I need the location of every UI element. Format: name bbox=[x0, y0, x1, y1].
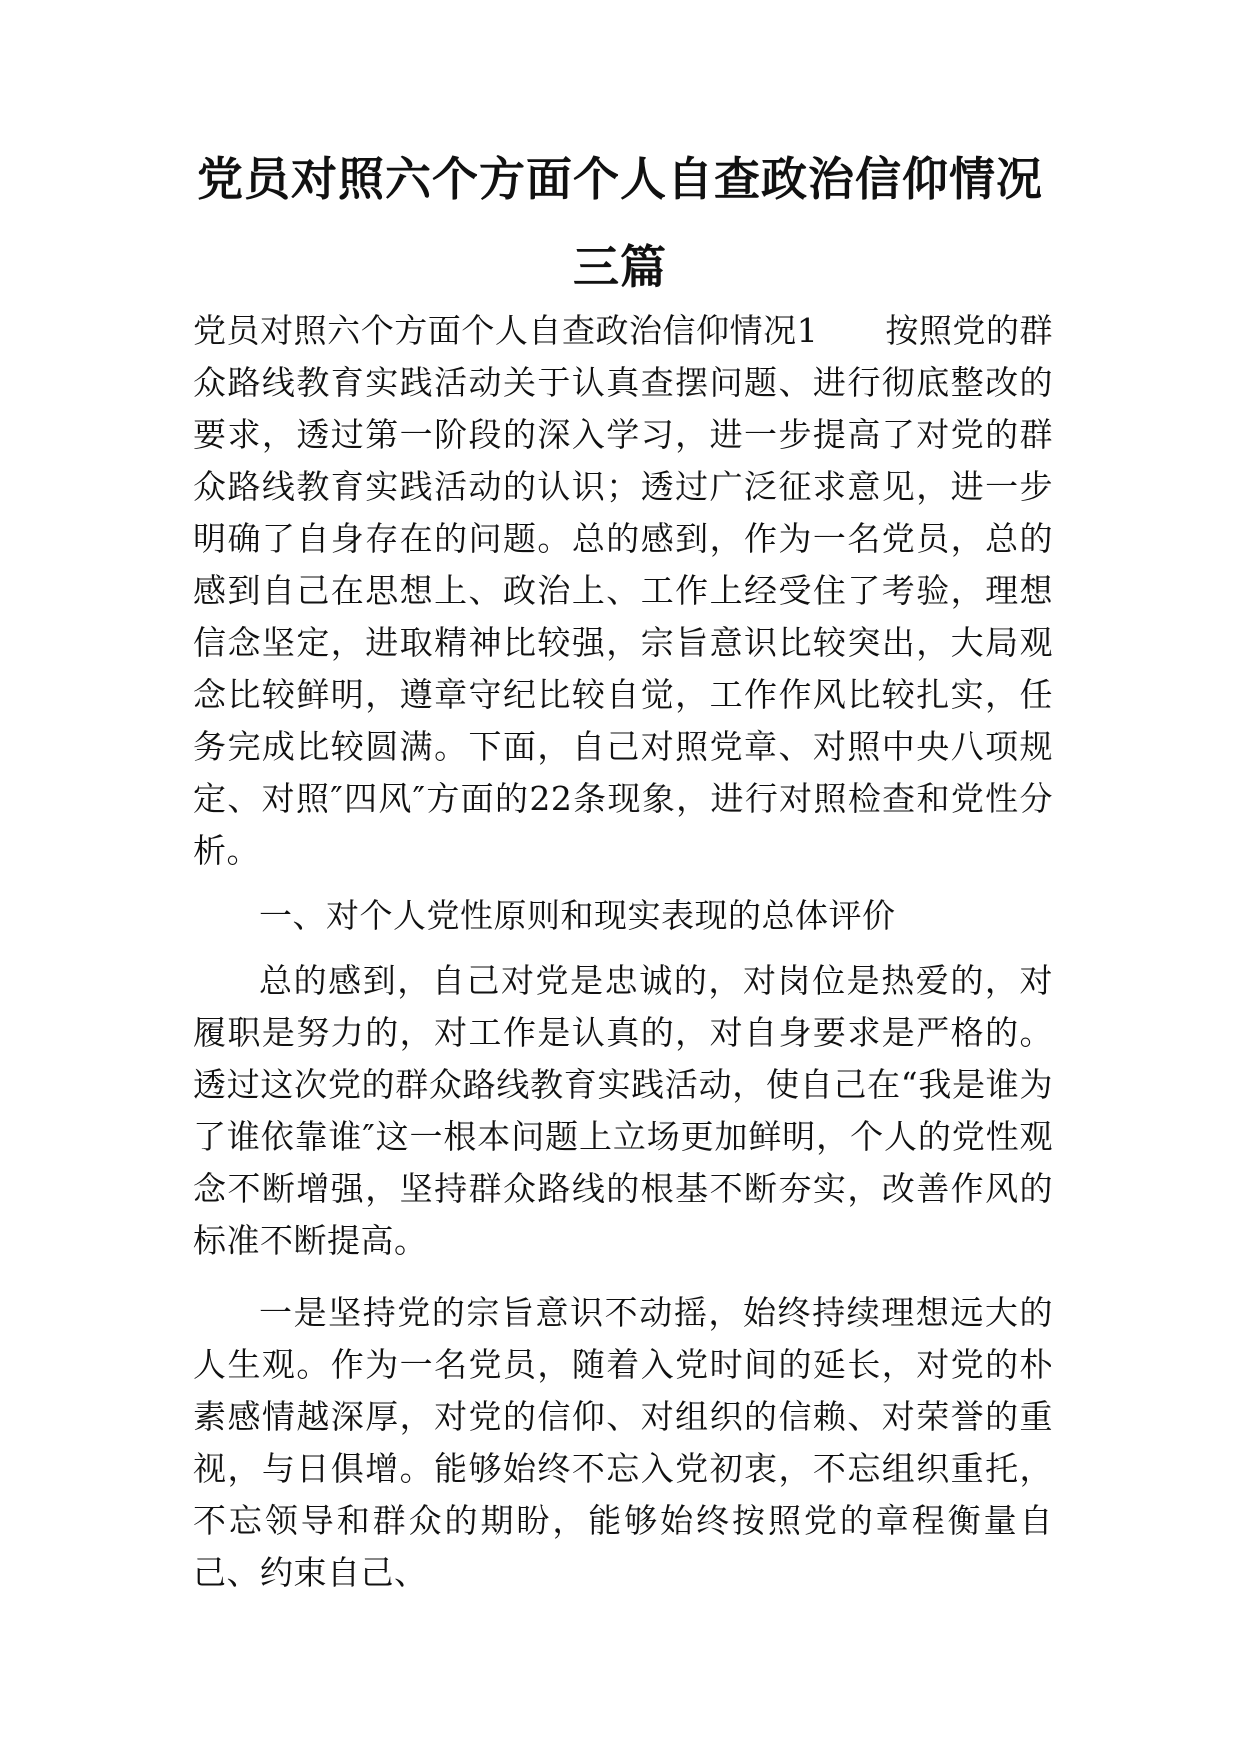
intro-paragraph: 党员对照六个方面个人自查政治信仰情况1 按照党的群众路线教育实践活动关于认真查摆问题、进行彻底整改的要求，透过第一阶段的深入学习，进一步提高了对党的群众路线教育实践活动的认识；透过广泛征求意见，进一步明确了自身存在的问题。总的感到，作为一名党员，总的感到自己在思想上、政治上、工作上经受住了考验，理想信念坚定，进取精神比较强，宗旨意识比较突出，大局观念比较鲜明，遵章守纪比较自觉，工作作风比较扎实，任务完成比较圆满。下面，自己对照党章、对照中央八项规定、对照″四风″方面的22条现象，进行对照检查和党性分析。 bbox=[193, 311, 1053, 870]
section-heading: 一、对个人党性原则和现实表现的总体评价 bbox=[259, 896, 896, 935]
body-paragraph: 一是坚持党的宗旨意识不动摇，始终持续理想远大的人生观。作为一名党员，随着入党时间的延长，对党的朴素感情越深厚，对党的信仰、对组织的信赖、对荣誉的重视，与日俱增。能够始终不忘入党初衷，不忘组织重托，不忘领导和群众的期盼，能够始终按照党的章程衡量自己、约束自己、 bbox=[193, 1293, 1053, 1592]
document-title-line-1: 党员对照六个方面个人自查政治信仰情况 bbox=[197, 152, 1043, 206]
document-title-line-2: 三篇 bbox=[573, 240, 667, 294]
body-paragraph: 总的感到，自己对党是忠诚的，对岗位是热爱的，对履职是努力的，对工作是认真的，对自身要求是严格的。透过这次党的群众路线教育实践活动，使自己在“我是谁为了谁依靠谁″这一根本问题上立场更加鲜明，个人的党性观念不断增强，坚持群众路线的根基不断夯实，改善作风的标准不断提高。 bbox=[193, 961, 1053, 1260]
document-body bbox=[193, 305, 1053, 1599]
